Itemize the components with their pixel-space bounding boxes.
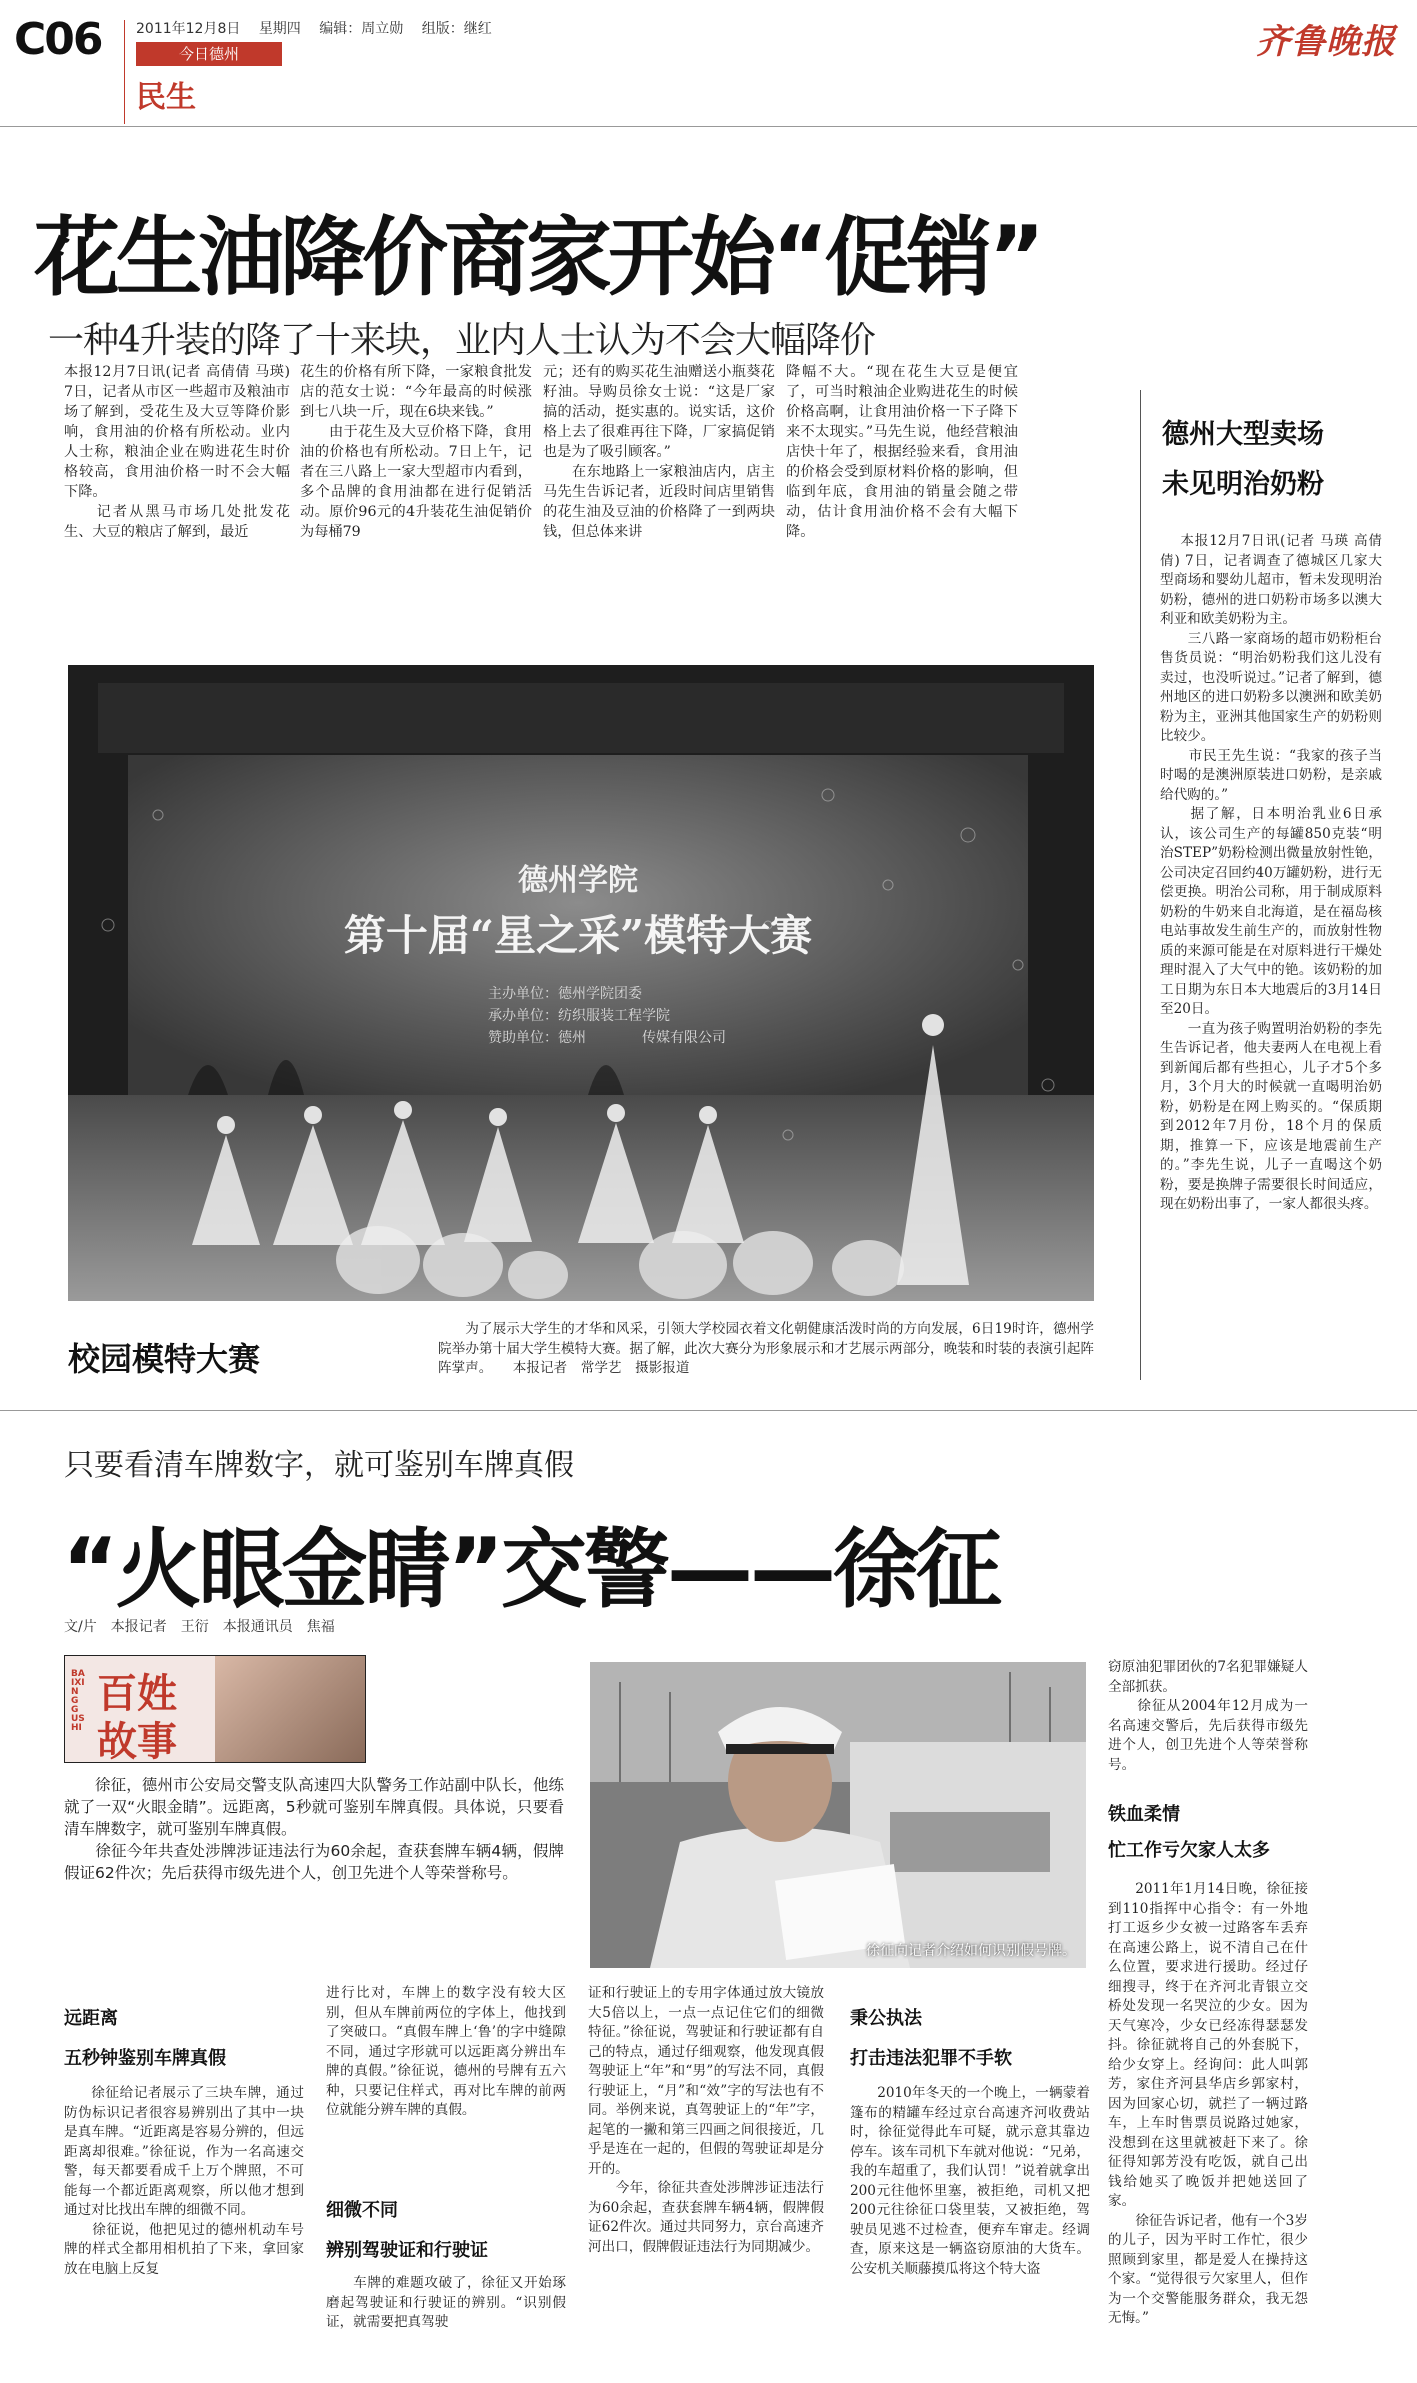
photo2-caption: 徐征向记者介绍如何识别假号牌。 xyxy=(866,1943,1076,1959)
weekday: 星期四 xyxy=(258,21,301,37)
contest-photo xyxy=(68,665,1094,1301)
sidebar-frame xyxy=(1140,390,1141,1380)
sec-d-title: 打击违法犯罪不手软 xyxy=(850,2048,1012,2069)
article2-kicker: 只要看清车牌数字，就可鉴别车牌真假 xyxy=(64,1448,574,1483)
sec-c-body: 车牌的难题攻破了，徐征又开始琢磨起驾驶证和行驶证的辨别。“识别假证，就需要把真驾驶 xyxy=(326,2275,566,2330)
sec-b-title: 五秒钟鉴别车牌真假 xyxy=(64,2048,226,2069)
banner-small1: 主办单位：德州学院团委 xyxy=(488,986,642,1002)
article2-headline: “火眼金睛”交警——徐征 xyxy=(62,1520,1000,1620)
col-b3: 证和行驶证上的专用字体通过放大镜放大5倍以上，一点一点记住它们的细微特征。”徐征说，驾驶证和行驶证都有自己的特点，通过仔细观察，他发现真假驾驶证上“年”和“男”的写法不同，真假行驶证上，“月”和“效”字的写法也有不同。举例来说，真驾驶证上的“年”字，起笔的一撇和第三四画之间很接近，几乎是连在一起的，但假的驾驶证却是分开的。 今年，徐征共查处涉牌涉证违法行为60余起，查获套牌车辆4辆，假牌假证62件次。通过共同努力，京台高速齐河出口，假牌假证违法行为同期减少。 xyxy=(588,1985,824,2255)
sidebar-headline-1: 德州大型卖场 xyxy=(1162,419,1324,450)
editor: 编辑：周立勋 xyxy=(319,21,404,37)
sec-b-body: 徐征给记者展示了三块车牌，通过防伪标识记者很容易辨别出了其中一块是真车牌。“近距离是容易分辨的，但远距离却很难。”徐征说，作为一名高速交警，每天都要看成千上万个牌照，不可能每一个都近距离观察，所以他才想到通过对比找出车牌的细微不同。 徐征说，他把见过的德州机动车号牌的样式全都用相机拍了下来，拿回家放在电脑上反复 xyxy=(64,2085,304,2277)
banner-line2: 第十届“星之采”模特大赛 xyxy=(343,911,813,960)
article1-col4: 降幅不大。“现在花生大豆是便宜了，可当时粮油企业购进花生的时候价格高啊，让食用油价格一下子降下来不太现实。”马先生说，他经营粮油店快十年了，根据经验来看，食用油的价格会受到原材料价格的影响，但临到年底，食用油的销量会随之带动，估计食用油价格不会有大幅下降。 xyxy=(786,364,1018,540)
article2-right-top: 窃原油犯罪团伙的7名犯罪嫌疑人全部抓获。 徐征从2004年12月成为一名高速交警后，先后获得市级先进个人，创卫先进个人等荣誉称号。 xyxy=(1108,1659,1308,1773)
banner-line1: 德州学院 xyxy=(518,863,638,898)
photo1-title: 校园模特大赛 xyxy=(68,1340,261,1378)
banner-small3: 赞助单位：德州 传媒有限公司 xyxy=(488,1030,726,1046)
article2-lead: 徐征，德州市公安局交警支队高速四大队警务工作站副中队长，他练就了一双“火眼金睛”。远距离，5秒就可鉴别车牌真假。具体说，只要看清车牌数字，就可鉴别车牌真假。 徐征今年共查处涉牌涉证违法行为60余起，查获套牌车辆4辆，假牌假证62件次；先后获得市级先进个人，创卫先进个人等荣誉称号。 xyxy=(64,1776,564,1882)
sec-d-body: 2010年冬天的一个晚上，一辆蒙着篷布的精罐车经过京台高速齐河收费站时，徐征觉得此车可疑，就示意其靠边停车。该车司机下车就对他说：“兄弟，我的车超重了，我们认罚！”说着就拿出200元往他怀里塞，被拒绝，司机又把200元往徐征口袋里装，又被拒绝，驾驶员见逃不过检查，便弃车窜走。经调查，原来这是一辆盗窃原油的大货车。公安机关顺藤摸瓜将这个特大盗 xyxy=(850,2085,1090,2277)
date-line xyxy=(136,18,492,38)
article2-byline: 文/片 本报记者 王衍 本报通讯员 焦福 xyxy=(64,1619,335,1635)
section-name: 民生 xyxy=(136,80,196,115)
col-b2-top: 进行比对，车牌上的数字没有较大区别，但从车牌前两位的字体上，他找到了突破口。“真假车牌上‘鲁’的字中缝隙不同，通过字形就可以远距离分辨出车牌的真假。”徐征说，德州的号牌有五六种，只要记住样式，再对比车牌的前两位就能分辨车牌的真假。 xyxy=(326,1985,566,2118)
article1-col1: 本报12月7日讯(记者 高倩倩 马瑛) 7日，记者从市区一些超市及粮油市场了解到，受花生及大豆等降价影响，食用油的价格有所松动。业内人士称，粮油企业在购进花生时价格较高，食用油价格一时不会大幅下降。 记者从黑马市场几处批发花生、大豆的粮店了解到，最近 xyxy=(64,364,290,540)
logo-pinyin: BAIXINGGUSHI xyxy=(71,1669,85,1733)
sec-d-label: 秉公执法 xyxy=(850,2008,922,2029)
baixing-gushi-logo xyxy=(64,1655,366,1763)
sec-b-label: 远距离 xyxy=(64,2008,118,2029)
logo-photo xyxy=(215,1656,365,1762)
photo1-caption: 为了展示大学生的才华和风采，引领大学校园衣着文化朝健康活泼时尚的方向发展，6日19时许，德州学院举办第十届大学生模特大赛。据了解，此次大赛分为形象展示和才艺展示两部分，晚装和时装的表演引起阵阵掌声。 本报记者 常学艺 摄影报道 xyxy=(438,1321,1094,1376)
sidebar-body: 本报12月7日讯(记者 马瑛 高倩倩) 7日，记者调查了德城区几家大型商场和婴幼儿超市，暂未发现明治奶粉，德州的进口奶粉市场多以澳大利亚和欧美奶粉为主。 三八路一家商场的超市奶粉柜台售货员说：“明治奶粉我们这儿没有卖过，也没听说过。”记者了解到，德州地区的进口奶粉多以澳洲和欧美奶粉为主，亚洲其他国家生产的奶粉则比较少。 市民王先生说：“我家的孩子当时喝的是澳洲原装进口奶粉，是亲戚给代购的。” 据了解，日本明治乳业6日承认，该公司生产的每罐850克装“明治STEP”奶粉检测出微量放射性铯，公司决定召回约40万罐奶粉，进行无偿更换。明治公司称，用于制成原料奶粉的牛奶来自北海道，是在福岛核电站事故发生前生产的，而放射性物质的来源可能是在对原料进行干燥处理时混入了大气中的铯。该奶粉的加工日期为东日本大地震后的3月14日至20日。 一直为孩子购置明治奶粉的李先生告诉记者，他夫妻两人在电视上看到新闻后都有些担心，儿子才5个多月，3个月大的时候就一直喝明治奶粉，奶粉是在网上购买的。“保质期到2012年7月份，18个月的保质期，推算一下，应该是地震前生产的。”李先生说，儿子一直喝这个奶粉，要是换牌子需要很长时间适应，现在奶粉出事了，一家人都很头疼。 xyxy=(1160,533,1382,1212)
sec-c-label: 细微不同 xyxy=(326,2200,398,2221)
logo-text-2: 故事 xyxy=(97,1719,177,1763)
logo-text-1: 百姓 xyxy=(97,1671,177,1717)
masthead-rule-v xyxy=(124,20,125,124)
article1-col2: 花生的价格有所下降，一家粮食批发店的范女士说：“今年最高的时候涨到七八块一斤，现在6块来钱。” 由于花生及大豆价格下降，食用油的价格也有所松动。7日上午，记者在三八路上一家大型超市内看到，多个品牌的食用油都在进行促销活动。原价96元的4升装花生油促销价为每桶79 xyxy=(300,364,532,540)
sec-a-title: 忙工作亏欠家人太多 xyxy=(1108,1840,1270,1861)
article1-subhead: 一种4升装的降了十来块，业内人士认为不会大幅降价 xyxy=(48,320,875,361)
section-tag: 今日德州 xyxy=(136,42,282,66)
traffic-police-photo-art xyxy=(590,1662,1086,1968)
article1-headline: 花生油降价商家开始“促销” xyxy=(34,208,1042,308)
mid-rule xyxy=(0,1410,1417,1411)
article1-col3: 元；还有的购买花生油赠送小瓶葵花籽油。导购员徐女士说：“这是厂家搞的活动，挺实惠的。说实话，这价格上去了很难再往下降，厂家搞促销也是为了吸引顾客。” 在东地路上一家粮油店内，店主马先生告诉记者，近段时间店里销售的花生油及豆油的价格降了一到两块钱，但总体来讲 xyxy=(543,364,775,540)
paper-logo: 齐鲁晚报 xyxy=(1256,22,1396,62)
sec-a-body: 2011年1月14日晚，徐征接到110指挥中心指令：有一外地打工返乡少女被一过路客车丢弃在高速公路上，说不清自己在什么位置，要求进行援助。经过仔细搜寻，终于在齐河北青银立交桥处发现一名哭泣的少女。因为天气寒冷，少女已经冻得瑟瑟发抖。徐征就将自己的外套脱下，给少女穿上。经询问：此人叫郭芳，家住齐河县华店乡郭家村，因为回家心切，就拦了一辆过路车，上车时售票员说路过她家，没想到在这里就被赶下来了。徐征得知郭芳没有吃饭，就自己出钱给她买了晚饭并把她送回了家。 徐征告诉记者，他有一个3岁的儿子，因为平时工作忙，很少照顾到家里，都是爱人在操持这个家。“觉得很亏欠家里人，但作为一个交警能服务群众，我无怨无悔。” xyxy=(1108,1881,1308,2326)
sec-c-title: 辨别驾驶证和行驶证 xyxy=(326,2240,488,2261)
sidebar-headline-2: 未见明治奶粉 xyxy=(1162,469,1324,500)
traffic-police-photo xyxy=(590,1662,1086,1968)
page-number: C06 xyxy=(14,14,102,65)
top-rule xyxy=(0,126,1417,127)
sec-a-label: 铁血柔情 xyxy=(1108,1804,1180,1825)
designer: 组版：继红 xyxy=(421,21,492,37)
banner-small2: 承办单位：纺织服装工程学院 xyxy=(488,1008,670,1024)
date: 2011年12月8日 xyxy=(136,21,241,37)
